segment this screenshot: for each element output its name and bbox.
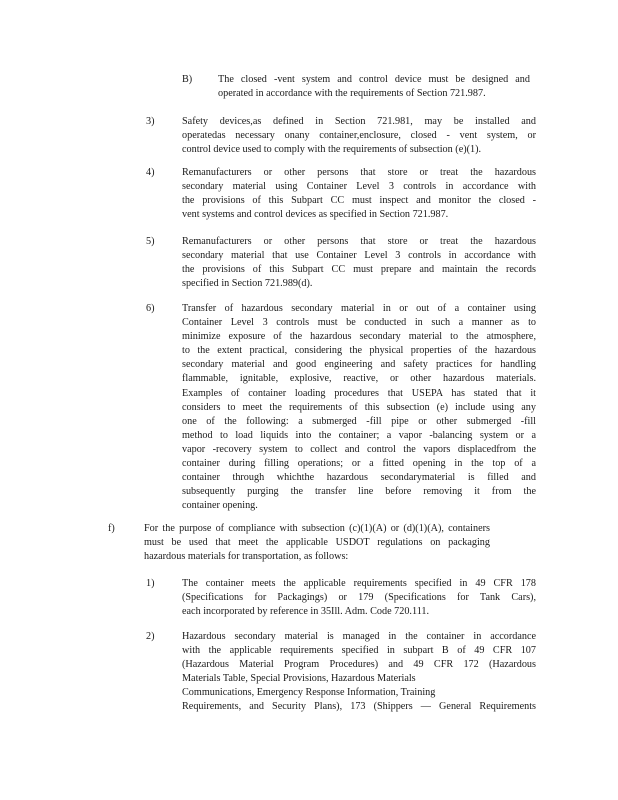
text-line: flammable, ignitable, explosive, reactive, or other hazardous materials. (182, 373, 536, 385)
paragraph-text (182, 166, 536, 222)
text-line: Examples of container loading procedures that USEPA has stated that it (182, 387, 536, 399)
text-line: Container Level 3 controls must be conducted in such a manner as to (182, 317, 536, 329)
text-line: Materials Table, Special Provisions, Hazardous Materials (182, 673, 416, 685)
paragraph-label: 1) (146, 578, 155, 589)
text-line: container through whichthe hazardous secondarymaterial is filled and (182, 472, 536, 484)
text-line: subsequently purging the transfer line before removing it from the (182, 486, 536, 498)
text-line: with the applicable requirements specified in subpart B of 49 CFR 107 (182, 645, 536, 657)
text-line: minimize exposure of the hazardous secondary material to the atmosphere, (182, 331, 536, 343)
text-line: control device used to comply with the requirements of subsection (e)(1). (182, 144, 482, 156)
text-line: vent systems and control devices as specified in Section 721.987. (182, 209, 449, 221)
paragraph-label: B) (182, 74, 193, 85)
text-line: The closed -vent system and control device must be designed and (218, 74, 530, 85)
text-line: container during filling operations; or a fitted opening in the top of a (182, 458, 536, 470)
text-line: to the extent practical, considering the physical properties of the hazardous (182, 345, 536, 357)
text-line: (Hazardous Material Program Procedures) and 49 CFR 172 (Hazardous (182, 659, 536, 671)
text-line: the provisions of this Subpart CC must inspect and monitor the closed - (182, 195, 536, 207)
paragraph-text (144, 522, 490, 564)
paragraph-text (182, 302, 536, 513)
paragraph-text (182, 235, 536, 291)
paragraph-label: 2) (146, 631, 155, 642)
paragraph-text (182, 630, 536, 715)
text-line: vapor -recovery system to collect and control the vapors displacedfrom the (182, 443, 536, 455)
paragraph-text (218, 73, 530, 101)
paragraph-text (182, 115, 536, 157)
paragraph-label: 3) (146, 116, 155, 127)
text-line: operatedas necessary onany container,enclosure, closed - vent system, or (182, 130, 536, 142)
paragraph-label: 5) (146, 236, 155, 247)
text-line: The container meets the applicable requirements specified in 49 CFR 178 (182, 578, 536, 589)
text-line: Transfer of hazardous secondary material in or out of a container using (182, 303, 536, 314)
paragraph-label: 6) (146, 303, 155, 314)
text-line: considers to meet the requirements of this subsection (e) include using any (182, 401, 536, 413)
text-line: secondary material using Container Level 3 controls in accordance with (182, 181, 536, 193)
text-line: For the purpose of compliance with subsection (c)(1)(A) or (d)(1)(A), containers (144, 523, 490, 534)
text-line: Remanufacturers or other persons that store or treat the hazardous (182, 167, 536, 178)
text-line: specified in Section 721.989(d). (182, 278, 313, 290)
text-line: Hazardous secondary material is managed in the container in accordance (182, 631, 536, 642)
text-line: secondary material that use Container Level 3 controls in accordance with (182, 250, 536, 262)
text-line: the provisions of this Subpart CC must prepare and maintain the records (182, 264, 536, 276)
text-line: container opening. (182, 500, 258, 512)
text-line: one of the following: a submerged -fill pipe or other submerged -fill (182, 415, 536, 427)
text-line: Requirements, and Security Plans), 173 (Shippers — General Requirements (182, 701, 536, 713)
text-line: hazardous materials for transportation, as follows: (144, 551, 349, 563)
text-line: secondary material and good engineering and safety practices for handling (182, 359, 536, 371)
text-line: (Specifications for Packagings) or 179 (Specifications for Tank Cars), (182, 592, 536, 604)
paragraph-label: f) (108, 523, 115, 534)
text-line: must be used that meet the applicable USDOT regulations on packaging (144, 537, 490, 549)
text-line: Safety devices,as defined in Section 721.981, may be installed and (182, 116, 536, 127)
text-line: operated in accordance with the requirements of Section 721.987. (218, 88, 486, 100)
text-line: method to load liquids into the container; a vapor -balancing system or a (182, 429, 536, 441)
text-line: each incorporated by reference in 35Ill. Adm. Code 720.111. (182, 606, 430, 618)
paragraph-text (182, 577, 536, 619)
text-line: Remanufacturers or other persons that store or treat the hazardous (182, 236, 536, 247)
text-line: Communications, Emergency Response Information, Training (182, 687, 436, 699)
paragraph-label: 4) (146, 167, 155, 178)
